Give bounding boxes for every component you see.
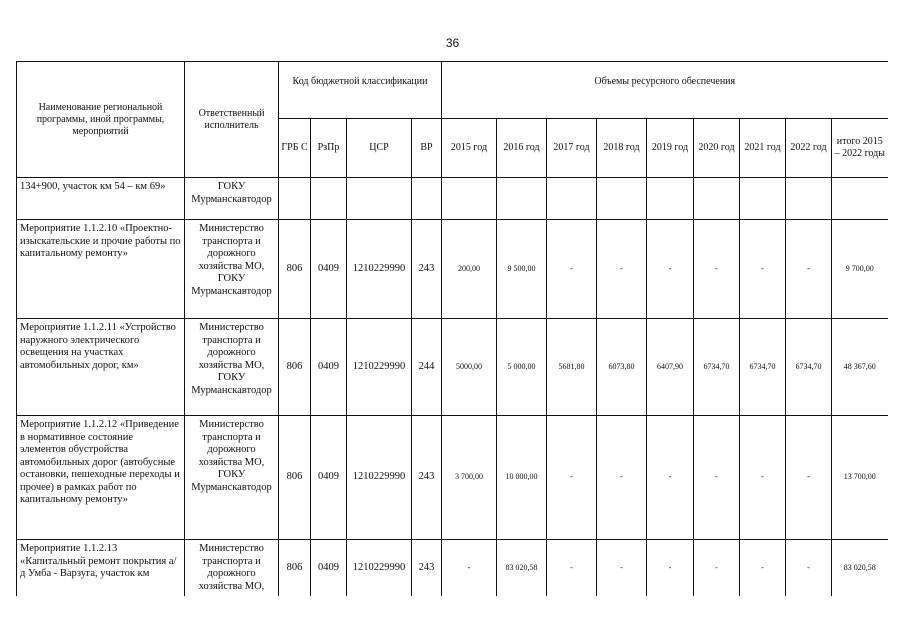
row-value-2018: - — [597, 220, 647, 319]
row-responsible: Министерство транспорта и дорожного хозяйства МО, ГОКУ Мурманскавтодор — [185, 319, 279, 416]
row-value-2018: - — [597, 416, 647, 540]
row-value-2015: - — [442, 540, 497, 596]
budget-code-group-header: Код бюджетной классификации — [279, 62, 442, 119]
row-value-2020: - — [694, 416, 740, 540]
row-value-2022: - — [786, 220, 832, 319]
resources-group-header: Объемы ресурсного обеспечения — [442, 62, 888, 119]
row-value-total: 9 700,00 — [832, 220, 888, 319]
year-col-2022: 2022 год — [786, 119, 832, 178]
row-value-2022 — [786, 178, 832, 220]
table-row — [17, 319, 888, 416]
code-col-rzpr: РзПр — [311, 119, 347, 178]
row-value-2021: - — [740, 540, 786, 596]
row-code-grbs: 806 — [279, 416, 311, 540]
row-name: Мероприятие 1.1.2.11 «Устройство наружного электрического освещения на участках автомобильных дорог, км» — [17, 319, 185, 416]
row-value-2021 — [740, 178, 786, 220]
row-code-vr: 243 — [412, 220, 442, 319]
row-value-2020: - — [694, 540, 740, 596]
table-row — [17, 178, 888, 220]
row-value-total — [832, 178, 888, 220]
row-value-2019: - — [647, 220, 694, 319]
row-value-2016: 5 000,00 — [497, 319, 547, 416]
row-value-2022: - — [786, 416, 832, 540]
table-row — [17, 220, 888, 319]
row-responsible: Министерство транспорта и дорожного хозяйства МО, ГОКУ Мурманскавтодор — [185, 416, 279, 540]
row-code-rzpr — [311, 178, 347, 220]
row-code-vr: 243 — [412, 416, 442, 540]
resource-table — [16, 61, 888, 596]
row-value-2022: - — [786, 540, 832, 596]
row-code-vr — [412, 178, 442, 220]
header-row-top — [17, 62, 888, 119]
row-code-csr: 1210229990 — [347, 319, 412, 416]
year-col-2021: 2021 год — [740, 119, 786, 178]
row-name: 134+900, участок км 54 – км 69» — [17, 178, 185, 220]
row-code-rzpr: 0409 — [311, 319, 347, 416]
page-number: 36 — [445, 36, 460, 50]
row-value-2020: 6734,70 — [694, 319, 740, 416]
year-col-2015: 2015 год — [442, 119, 497, 178]
row-value-2016: 83 020,58 — [497, 540, 547, 596]
row-code-vr: 244 — [412, 319, 442, 416]
row-name: Мероприятие 1.1.2.13 «Капитальный ремонт покрытия а/д Умба - Варзуга, участок км — [17, 540, 185, 596]
row-value-2020: - — [694, 220, 740, 319]
row-value-2016: 9 500,00 — [497, 220, 547, 319]
row-value-2021: - — [740, 416, 786, 540]
code-col-vr: ВР — [412, 119, 442, 178]
row-value-2017: - — [547, 220, 597, 319]
row-value-2019: - — [647, 416, 694, 540]
year-col-2020: 2020 год — [694, 119, 740, 178]
row-value-2015: 5000,00 — [442, 319, 497, 416]
row-code-grbs: 806 — [279, 220, 311, 319]
table-row — [17, 416, 888, 540]
row-value-2016 — [497, 178, 547, 220]
row-value-2019 — [647, 178, 694, 220]
row-code-csr: 1210229990 — [347, 416, 412, 540]
row-value-2017: 5681,80 — [547, 319, 597, 416]
row-value-2015: 3 700,00 — [442, 416, 497, 540]
row-code-grbs: 806 — [279, 540, 311, 596]
row-value-2018 — [597, 178, 647, 220]
row-value-2021: 6734,70 — [740, 319, 786, 416]
table-row — [17, 540, 888, 596]
row-code-csr — [347, 178, 412, 220]
row-value-total: 13 700,00 — [832, 416, 888, 540]
row-name: Мероприятие 1.1.2.12 «Приведение в нормативное состояние элементов обустройства автомобильных дорог (автобусные остановки, пешеходные переходы и прочее) в рамках работ по капитальному ремонту» — [17, 416, 185, 540]
row-value-2016: 10 000,00 — [497, 416, 547, 540]
row-value-2017: - — [547, 416, 597, 540]
row-responsible: Министерство транспорта и дорожного хозяйства МО, — [185, 540, 279, 596]
row-code-csr: 1210229990 — [347, 220, 412, 319]
row-responsible: Министерство транспорта и дорожного хозяйства МО, ГОКУ Мурманскавтодор — [185, 220, 279, 319]
row-value-2021: - — [740, 220, 786, 319]
row-code-csr: 1210229990 — [347, 540, 412, 596]
responsible-column-header: Ответственный исполнитель — [185, 62, 279, 178]
year-col-2018: 2018 год — [597, 119, 647, 178]
row-code-grbs — [279, 178, 311, 220]
row-value-2019: 6407,90 — [647, 319, 694, 416]
row-value-2018: - — [597, 540, 647, 596]
row-value-2020 — [694, 178, 740, 220]
row-value-2015 — [442, 178, 497, 220]
row-value-2015: 200,00 — [442, 220, 497, 319]
year-col-total: итого 2015 – 2022 годы — [832, 119, 888, 178]
year-col-2017: 2017 год — [547, 119, 597, 178]
row-code-grbs: 806 — [279, 319, 311, 416]
code-col-grbs: ГРБ С — [279, 119, 311, 178]
row-value-2018: 6073,80 — [597, 319, 647, 416]
year-col-2016: 2016 год — [497, 119, 547, 178]
row-code-vr: 243 — [412, 540, 442, 596]
row-code-rzpr: 0409 — [311, 220, 347, 319]
row-value-2019: - — [647, 540, 694, 596]
row-value-total: 83 020,58 — [832, 540, 888, 596]
row-name: Мероприятие 1.1.2.10 «Проектно-изыскательские и прочие работы по капитальному ремонту» — [17, 220, 185, 319]
row-value-2017: - — [547, 540, 597, 596]
row-value-2017 — [547, 178, 597, 220]
row-value-2022: 6734,70 — [786, 319, 832, 416]
row-responsible: ГОКУ Мурманскавтодор — [185, 178, 279, 220]
row-code-rzpr: 0409 — [311, 540, 347, 596]
row-value-total: 48 367,60 — [832, 319, 888, 416]
code-col-csr: ЦСР — [347, 119, 412, 178]
year-col-2019: 2019 год — [647, 119, 694, 178]
name-column-header: Наименование региональной программы, иной программы, мероприятий — [17, 62, 185, 178]
row-code-rzpr: 0409 — [311, 416, 347, 540]
